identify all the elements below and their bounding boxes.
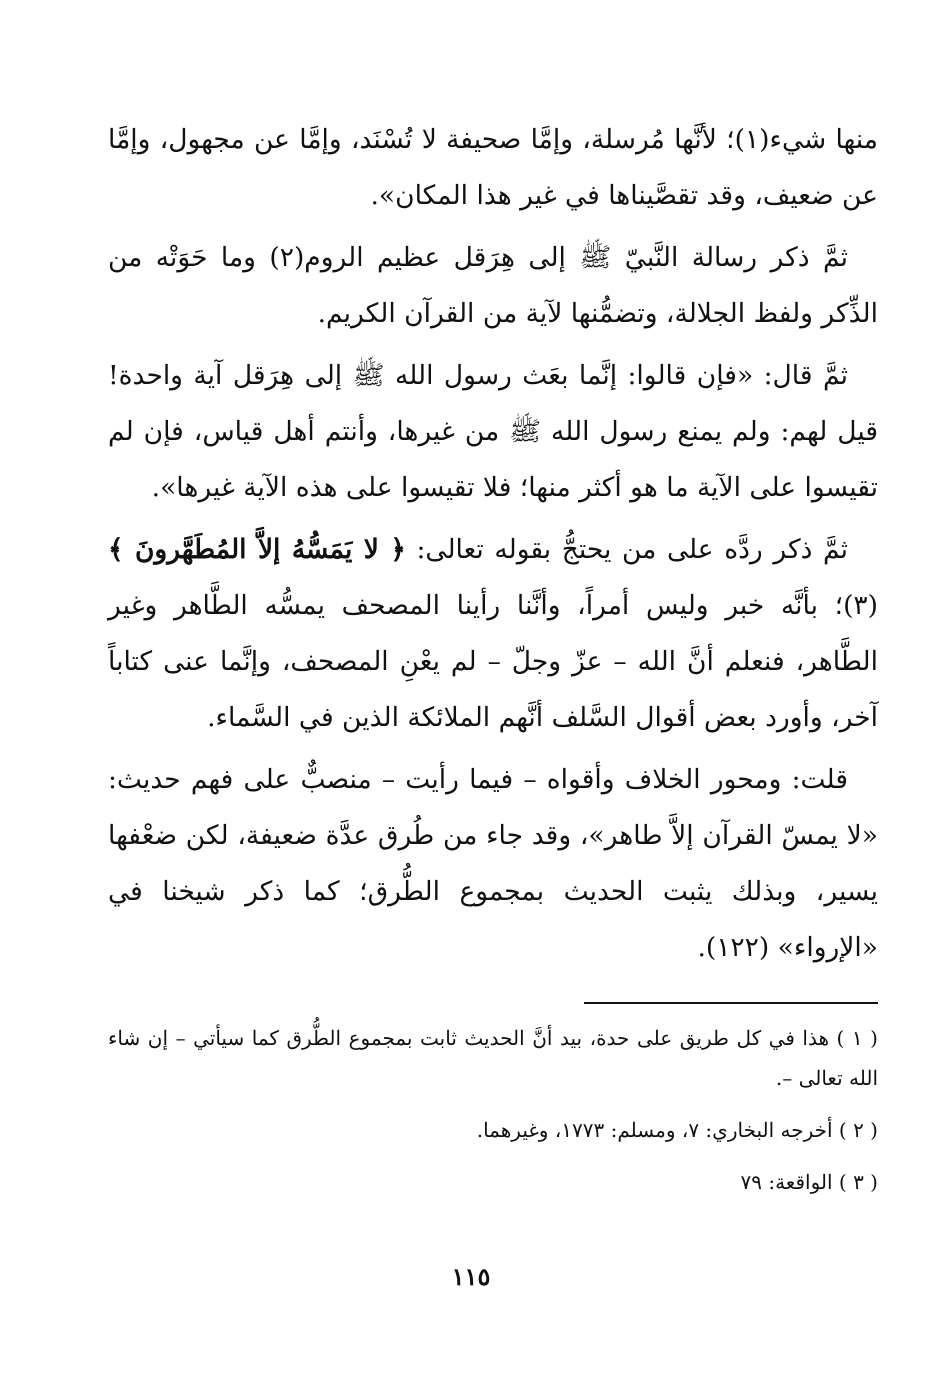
paragraph-3: ثمَّ قال: «فإن قالوا: إنَّما بعَث رسول الله ﷺ إلى هِرَقل آية واحدة! قيل لهم: ولم يمنع رسول الله ﷺ من غيرها، وأنتم أهل قياس، فإن لم تقيسوا على الآية ما هو أكثر منها؛ فلا تقيسوا على هذه الآية غيرها». xyxy=(108,360,878,503)
paragraph-1: منها شيء(١)؛ لأنَّها مُرسلة، وإمَّا صحيفة لا تُسْنَد، وإمَّا عن مجهول، وإمَّا عن ضعيف، وقد تقصَّيناها في غير هذا المكان». xyxy=(108,124,879,211)
footnote-2: ( ٢ ) أخرجه البخاري: ٧، ومسلم: ١٧٧٣، وغيرهما. xyxy=(476,1118,878,1142)
paragraph-2: ثمَّ ذكر رسالة النَّبيّ ﷺ إلى هِرَقل عظيم الروم(٢) وما حَوَتْه من الذِّكر ولفظ الجلالة، وتضمُّنها لآية من القرآن الكريم. xyxy=(108,242,878,329)
document-page xyxy=(108,112,878,1214)
quran-verse: ﴿ لا يَمَسُّهُ إلاَّ المُطَهَّرونَ ﴾ xyxy=(108,534,406,565)
footnote-3: ( ٣ ) الواقعة: ٧٩ xyxy=(740,1170,878,1194)
page-number: ١١٥ xyxy=(451,1262,491,1291)
paragraph-5: قلت: ومحور الخلاف وأقواه – فيما رأيت – منصبٌّ على فهم حديث: «لا يمسّ القرآن إلاَّ طاهر»، وقد جاء من طُرق عدَّة ضعيفة، لكن ضعْفها يسير، وبذلك يثبت الحديث بمجموع الطُّرق؛ كما ذكر شيخنا في «الإرواء» (١٢٢). xyxy=(108,764,878,963)
paragraph-4: ثمَّ ذكر ردَّه على من يحتجُّ بقوله تعالى: ﴿ لا يَمَسُّهُ إلاَّ المُطَهَّرونَ ﴾(٣)؛ بأنَّه خبر وليس أمراً، وأنَّنا رأينا المصحف يمسُّه الطَّاهر وغير الطَّاهر، فنعلم أنَّ الله – عزّ وجلّ – لم يعْنِ المصحف، وإنَّما عنى كتاباً آخر، وأورد بعض أقوال السَّلف أنَّهم الملائكة الذين في السَّماء. xyxy=(108,534,878,733)
footnote-1: ( ١ ) هذا في كل طريق على حدة، بيد أنَّ الحديث ثابت بمجموع الطُّرق كما سيأتي – إن شاء الله تعالى –. xyxy=(108,1026,878,1090)
footnote-divider xyxy=(584,1002,878,1004)
